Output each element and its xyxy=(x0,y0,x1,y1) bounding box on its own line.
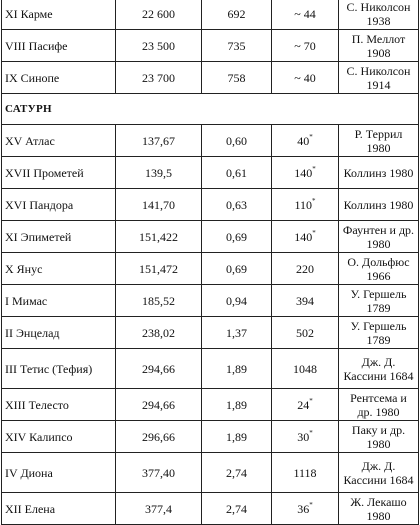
table-row xyxy=(2,317,419,349)
orbit-radius: 296,66 xyxy=(116,421,202,453)
diameter-value: 140 xyxy=(294,229,313,244)
diameter xyxy=(272,317,339,349)
discoverer: С. Николсон 1914 xyxy=(339,62,419,94)
satellite-name: XI Эпиметей xyxy=(2,221,116,253)
diameter xyxy=(272,285,339,317)
table-row xyxy=(2,30,419,62)
orbit-radius: 23 500 xyxy=(116,30,202,62)
table-row xyxy=(2,0,419,30)
orbit-radius: 151,422 xyxy=(116,221,202,253)
satellite-name: XV Атлас xyxy=(2,125,116,157)
discoverer: Рентсема и др. 1980 xyxy=(339,389,419,421)
orbit-radius: 377,4 xyxy=(116,493,202,525)
orbit-radius: 238,02 xyxy=(116,317,202,349)
orbit-radius: 23 700 xyxy=(116,62,202,94)
diameter: ~ 40 xyxy=(272,62,339,94)
diameter xyxy=(272,453,339,493)
diameter-value: 140 xyxy=(294,165,313,180)
table-row xyxy=(2,189,419,221)
estimate-mark: * xyxy=(309,396,313,405)
discoverer: Фаунтен и др. 1980 xyxy=(339,221,419,253)
satellite-name: XII Елена xyxy=(2,493,116,525)
discoverer: Р. Террил 1980 xyxy=(339,125,419,157)
diameter xyxy=(272,157,339,189)
diameter xyxy=(272,221,339,253)
satellite-name: X Янус xyxy=(2,253,116,285)
satellite-name: II Энцелад xyxy=(2,317,116,349)
orbital-period: 735 xyxy=(202,30,272,62)
discoverer: Дж. Д. Кассини 1684 xyxy=(339,453,419,493)
estimate-mark: * xyxy=(312,164,316,173)
diameter: ~ 44 xyxy=(272,0,339,30)
satellite-name: XI Карме xyxy=(2,0,116,30)
satellite-name: IV Диона xyxy=(2,453,116,493)
diameter xyxy=(272,349,339,389)
orbital-period: 0,60 xyxy=(202,125,272,157)
diameter-value: 1048 xyxy=(293,361,317,376)
orbit-radius: 294,66 xyxy=(116,389,202,421)
orbit-radius: 294,66 xyxy=(116,349,202,389)
orbital-period: 1,37 xyxy=(202,317,272,349)
diameter-value: 394 xyxy=(296,293,314,308)
diameter-value: 24 xyxy=(297,397,310,412)
estimate-mark: * xyxy=(309,500,313,509)
orbital-period: 0,63 xyxy=(202,189,272,221)
orbital-period: 2,74 xyxy=(202,493,272,525)
estimate-mark: * xyxy=(312,196,316,205)
orbital-period: 0,94 xyxy=(202,285,272,317)
diameter: ~ 70 xyxy=(272,30,339,62)
orbit-radius: 377,40 xyxy=(116,453,202,493)
table-row xyxy=(2,493,419,525)
orbit-radius: 137,67 xyxy=(116,125,202,157)
orbital-period: 0,69 xyxy=(202,221,272,253)
diameter-value: 1118 xyxy=(293,465,317,480)
orbit-radius: 22 600 xyxy=(116,0,202,30)
diameter-value: 36 xyxy=(297,501,310,516)
orbit-radius: 185,52 xyxy=(116,285,202,317)
table-row xyxy=(2,421,419,453)
diameter xyxy=(272,493,339,525)
orbital-period: 0,61 xyxy=(202,157,272,189)
table-row xyxy=(2,125,419,157)
orbit-radius: 141,70 xyxy=(116,189,202,221)
discoverer: О. Дольфюс 1966 xyxy=(339,253,419,285)
diameter-value: 40 xyxy=(297,133,310,148)
satellite-name: XIV Калипсо xyxy=(2,421,116,453)
diameter xyxy=(272,421,339,453)
diameter xyxy=(272,125,339,157)
orbital-period: 1,89 xyxy=(202,349,272,389)
section-title-saturn: САТУРН xyxy=(2,94,419,125)
discoverer: У. Гершель 1789 xyxy=(339,285,419,317)
discoverer: П. Меллот 1908 xyxy=(339,30,419,62)
diameter-value: 220 xyxy=(296,261,314,276)
table-row xyxy=(2,157,419,189)
table-row xyxy=(2,349,419,389)
estimate-mark: * xyxy=(312,228,316,237)
discoverer: С. Николсон 1938 xyxy=(339,0,419,30)
table-row xyxy=(2,453,419,493)
orbital-period: 758 xyxy=(202,62,272,94)
satellite-name: XIII Телесто xyxy=(2,389,116,421)
orbital-period: 1,89 xyxy=(202,421,272,453)
orbital-period: 0,69 xyxy=(202,253,272,285)
table-row xyxy=(2,285,419,317)
discoverer: Коллинз 1980 xyxy=(339,157,419,189)
estimate-mark: * xyxy=(309,428,313,437)
table-row xyxy=(2,389,419,421)
satellite-name: XVII Прометей xyxy=(2,157,116,189)
satellite-name: VIII Пасифе xyxy=(2,30,116,62)
table-row xyxy=(2,221,419,253)
orbit-radius: 151,472 xyxy=(116,253,202,285)
satellite-name: III Тетис (Тефия) xyxy=(2,349,116,389)
discoverer: Коллинз 1980 xyxy=(339,189,419,221)
satellites-table xyxy=(1,0,419,525)
section-header-row xyxy=(2,94,419,125)
diameter-value: 30 xyxy=(297,429,310,444)
satellite-name: XVI Пандора xyxy=(2,189,116,221)
diameter xyxy=(272,189,339,221)
table-row xyxy=(2,62,419,94)
discoverer: Ж. Лекашо 1980 xyxy=(339,493,419,525)
orbital-period: 692 xyxy=(202,0,272,30)
satellite-name: IX Синопе xyxy=(2,62,116,94)
orbital-period: 2,74 xyxy=(202,453,272,493)
orbit-radius: 139,5 xyxy=(116,157,202,189)
discoverer: У. Гершель 1789 xyxy=(339,317,419,349)
discoverer: Паку и др. 1980 xyxy=(339,421,419,453)
diameter-value: 110 xyxy=(294,197,313,212)
estimate-mark: * xyxy=(309,132,313,141)
discoverer: Дж. Д. Кассини 1684 xyxy=(339,349,419,389)
table-row xyxy=(2,253,419,285)
satellite-name: I Мимас xyxy=(2,285,116,317)
diameter-value: 502 xyxy=(296,325,314,340)
orbital-period: 1,89 xyxy=(202,389,272,421)
diameter xyxy=(272,389,339,421)
diameter xyxy=(272,253,339,285)
